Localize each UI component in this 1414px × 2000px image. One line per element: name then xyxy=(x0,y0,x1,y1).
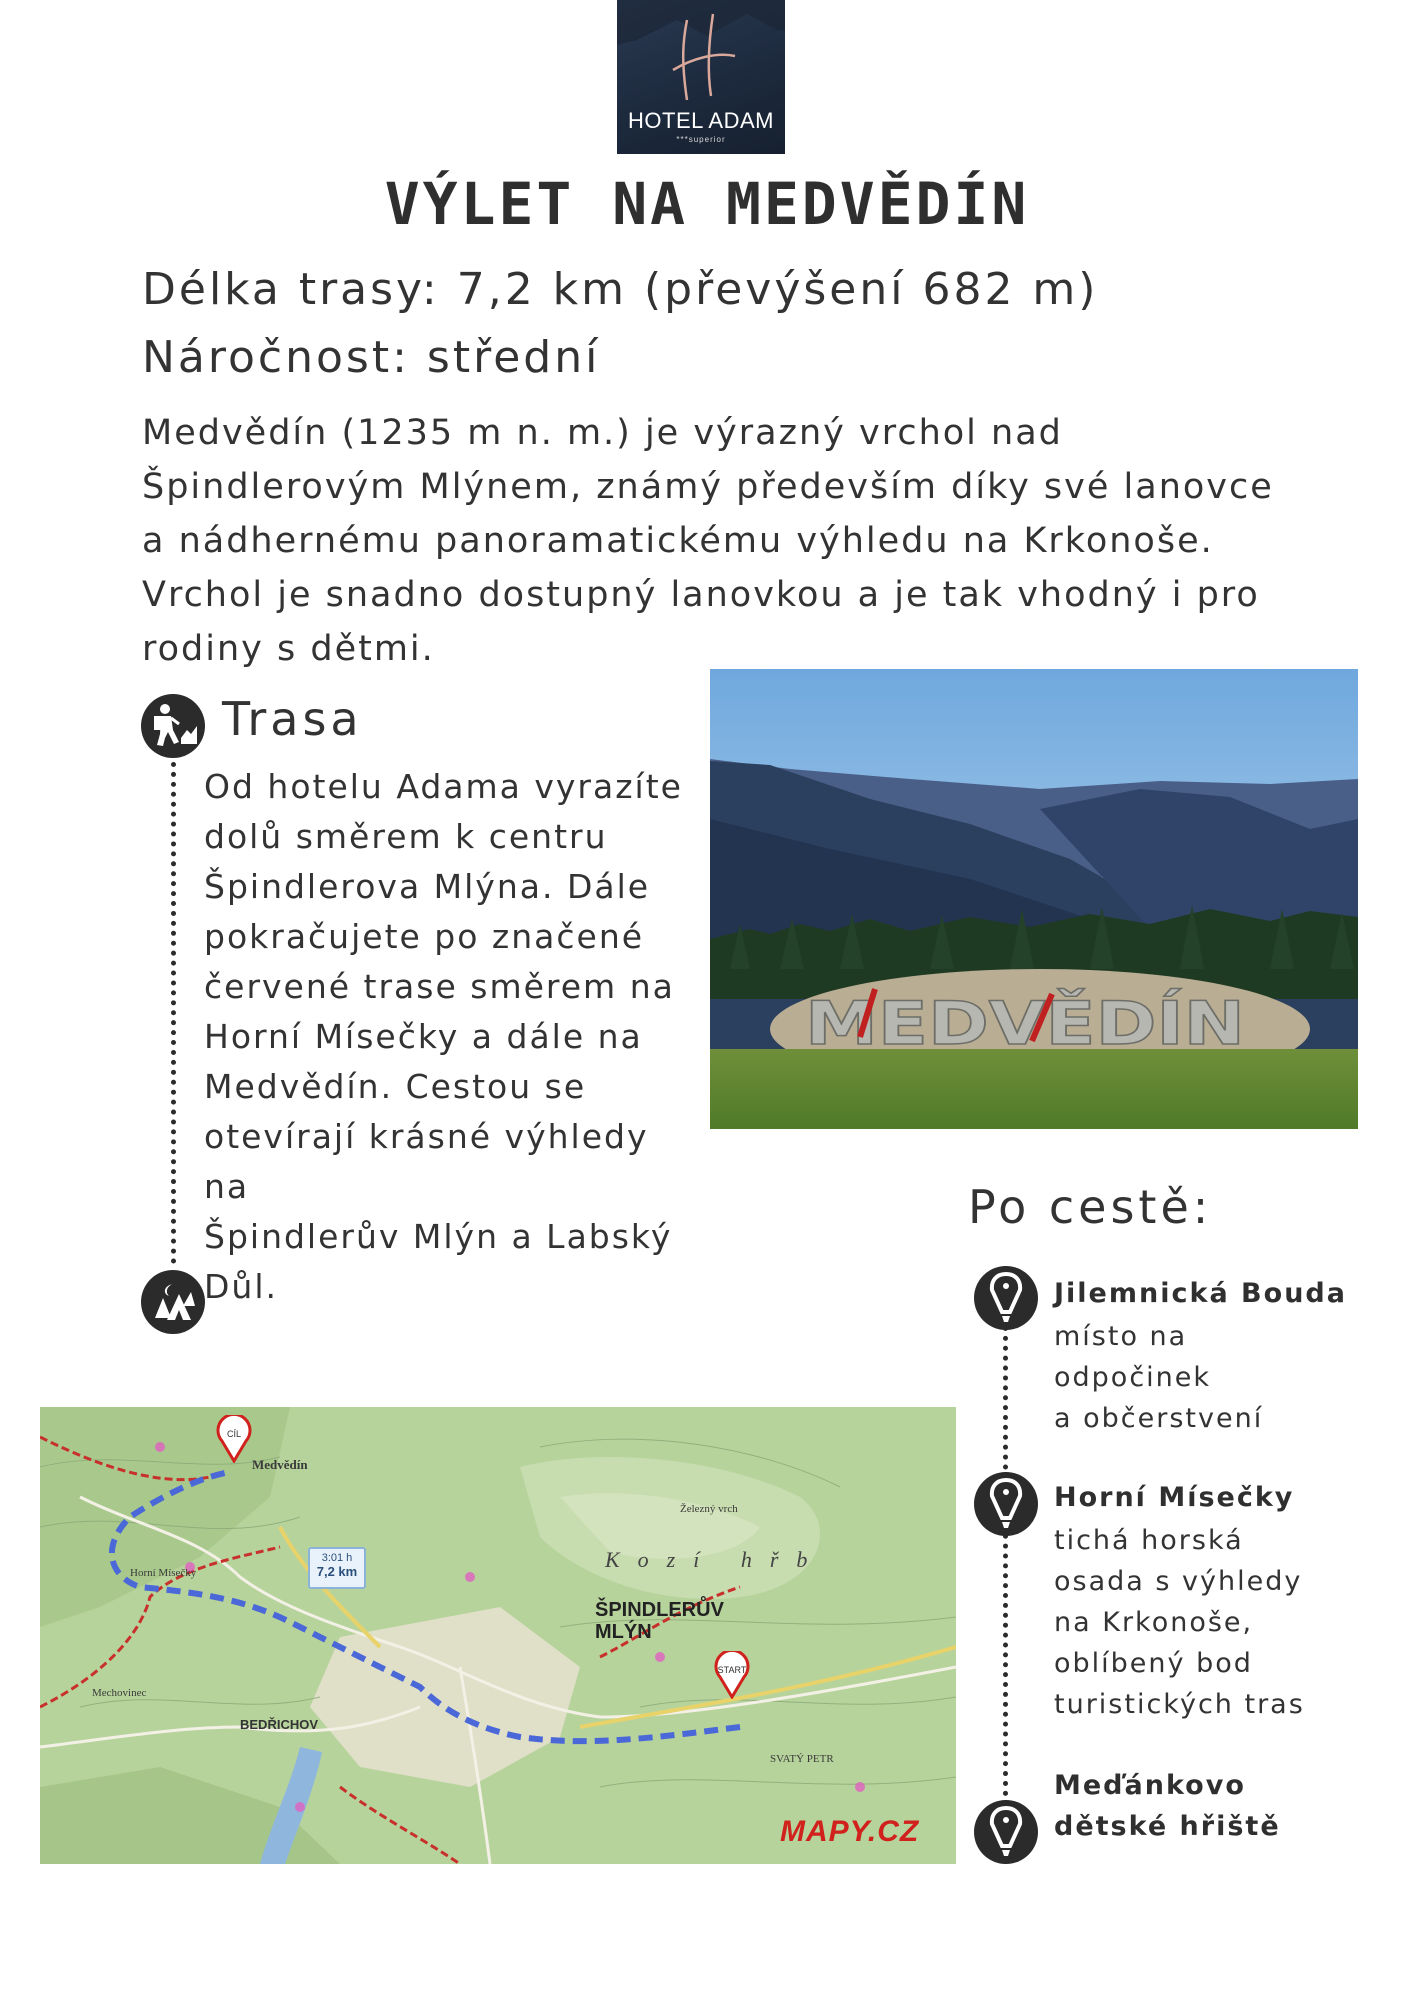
medvedin-photo xyxy=(710,669,1358,1129)
po-ceste-heading: Po cestě: xyxy=(968,1180,1213,1234)
poi-description: místo na odpočinek a občerstvení xyxy=(1054,1321,1264,1434)
difficulty: Náročnost: střední xyxy=(142,332,601,383)
start-pin-label: START xyxy=(717,1665,747,1675)
photo-sign-text: MEDVĚDÍN xyxy=(805,989,1166,1059)
map-terrain xyxy=(40,1407,956,1864)
map-label-town: ŠPINDLERŮV MLÝN xyxy=(595,1599,724,1643)
logo-subtitle: ***superior xyxy=(676,135,726,144)
poi-title: Jilemnická Bouda xyxy=(1054,1278,1347,1309)
poi-description: tichá horská osada s výhledy na Krkonoše, oblíbený bod turistických tras xyxy=(1054,1525,1305,1720)
page-title: VÝLET NA MEDVĚDÍN xyxy=(384,170,1030,238)
poi-title: Meďánkovo xyxy=(1054,1770,1246,1801)
map-label-medvedin: Medvědín xyxy=(252,1457,308,1472)
finish-pin-label: CÍL xyxy=(226,1429,241,1439)
route-line: Špindlerova Mlýna. Dále xyxy=(204,867,651,906)
map-label-zelezny-vrch: Železný vrch xyxy=(680,1503,738,1515)
map-brand-text: MAPY.CZ xyxy=(780,1815,920,1848)
route-line: dolů směrem k centru xyxy=(204,817,608,856)
map-label-kozi-hrbety: Kozí hřb xyxy=(605,1547,826,1572)
poi-description: dětské hřiště xyxy=(1054,1811,1281,1842)
hiker-icon xyxy=(141,694,205,758)
route-time-badge xyxy=(308,1547,366,1589)
intro-paragraph: Medvědín (1235 m n. m.) je výrazný vrchol nad Špindlerovým Mlýnem, známý především díky své lanovce a nádhernému panoramatickému výhledu na Krkonoše. Vrchol je snadno dostupný lanovkou a je tak vhodný i pro rodiny s dětmi. xyxy=(142,413,1274,669)
poi-timeline-line xyxy=(1003,1326,1008,1826)
map-pin-icon xyxy=(974,1800,1038,1864)
route-time: 3:01 h xyxy=(321,1552,353,1564)
map-label-mechovinec: Mechovinec xyxy=(92,1687,147,1699)
logo-name: HOTEL ADAM xyxy=(628,108,774,133)
map-pin-icon xyxy=(216,1415,252,1463)
route-line: otevírají krásné výhledy na xyxy=(204,1117,649,1206)
route-map xyxy=(40,1407,956,1864)
route-line: Od hotelu Adama vyrazíte xyxy=(204,767,683,806)
route-timeline-line xyxy=(171,762,176,1264)
route-line: Důl. xyxy=(204,1267,278,1306)
map-pin-icon xyxy=(714,1651,750,1699)
route-line: Medvědín. Cestou se xyxy=(204,1067,587,1106)
map-brand xyxy=(780,1815,919,1849)
poi-title: Horní Mísečky xyxy=(1054,1482,1295,1513)
route-description xyxy=(204,762,704,1312)
route-distance: 7,2 km xyxy=(316,1564,358,1579)
hotel-logo xyxy=(617,0,785,154)
camp-icon xyxy=(141,1270,205,1334)
map-pin-icon xyxy=(974,1472,1038,1536)
route-heading: Trasa xyxy=(222,692,363,746)
map-label-bedrichov: BEDŘICHOV xyxy=(240,1717,319,1732)
route-line: pokračujete po značené xyxy=(204,917,645,956)
map-label-svaty-petr: SVATÝ PETR xyxy=(770,1753,834,1765)
map-pin-icon xyxy=(974,1266,1038,1330)
route-line: Horní Mísečky a dále na xyxy=(204,1017,643,1056)
route-line: Špindlerův Mlýn a Labský xyxy=(204,1217,673,1256)
route-line: červené trase směrem na xyxy=(204,967,675,1006)
route-length: Délka trasy: 7,2 km (převýšení 682 m) xyxy=(142,264,1099,315)
map-label-horni-misecky: Horní Mísečky xyxy=(130,1567,197,1579)
